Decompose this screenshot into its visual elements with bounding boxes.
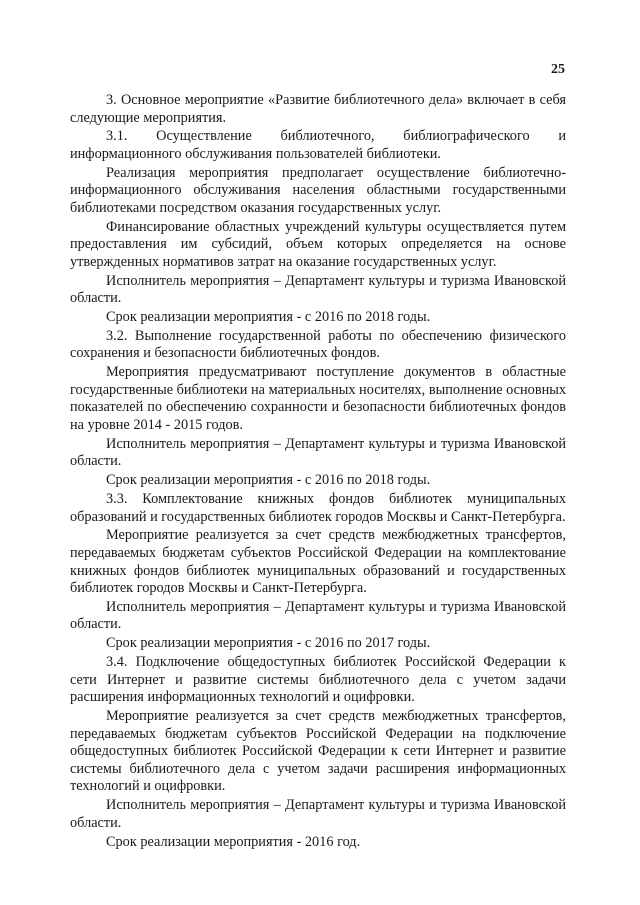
paragraph-executor: Исполнитель мероприятия – Департамент культуры и туризма Ивановской области. xyxy=(70,598,566,633)
paragraph-activities-description: Мероприятия предусматривают поступление документов в областные государственные библиотеки на материальных носителях, выполнение основных показателей по обеспечению сохранности и безопасности библиотечных фондов на уровне 2014 - 2015 годов. xyxy=(70,364,566,433)
paragraph-financing: Финансирование областных учреждений культуры осуществляется путем предоставления им субсидий, объем которых определяется на основе утвержденных нормативов затрат на оказание государственных услуг. xyxy=(70,218,566,270)
document-body xyxy=(70,92,566,852)
page-number: 25 xyxy=(551,62,565,77)
paragraph-main-activity: 3. Основное мероприятие «Развитие библиотечного дела» включает в себя следующие мероприятия. xyxy=(70,92,566,126)
paragraph-implementation: Реализация мероприятия предполагает осуществление библиотечно-информационного обслуживания населения областными государственными библиотеками посредством оказания государственных услуг. xyxy=(70,164,566,216)
paragraph-term: Срок реализации мероприятия - с 2016 по 2018 годы. xyxy=(106,309,431,326)
paragraph-term: Срок реализации мероприятия - с 2016 по 2017 годы. xyxy=(106,635,431,652)
paragraph-item-3-3: 3.3. Комплектование книжных фондов библиотек муниципальных образований и государственных библиотек городов Москвы и Санкт-Петербурга. xyxy=(70,490,566,525)
paragraph-item-3-1: 3.1. Осуществление библиотечного, библиографического и информационного обслуживания пользователей библиотеки. xyxy=(70,128,566,162)
paragraph-term: Срок реализации мероприятия - 2016 год. xyxy=(106,833,361,850)
paragraph-item-3-2: 3.2. Выполнение государственной работы по обеспечению физического сохранения и безопасности библиотечных фондов. xyxy=(70,327,566,362)
paragraph-funding-transfers: Мероприятие реализуется за счет средств межбюджетных трансфертов, передаваемых бюджетам субъектов Российской Федерации на комплектование книжных фондов библиотек муниципальных образований и государственных библиотек городов Москвы и Санкт-Петербурга. xyxy=(70,527,566,597)
paragraph-funding-transfers: Мероприятие реализуется за счет средств межбюджетных трансфертов, передаваемых бюджетам субъектов Российской Федерации на подключение общедоступных библиотек Российской Федерации к сети Интернет и развитие системы библиотечного дела с учетом задачи расширения информационных технологий и оцифровки. xyxy=(70,708,566,795)
paragraph-executor: Исполнитель мероприятия – Департамент культуры и туризма Ивановской области. xyxy=(70,272,566,307)
paragraph-executor: Исполнитель мероприятия – Департамент культуры и туризма Ивановской области. xyxy=(70,797,566,831)
paragraph-item-3-4: 3.4. Подключение общедоступных библиотек Российской Федерации к сети Интернет и развитие системы библиотечного дела с учетом задачи расширения информационных технологий и оцифровки. xyxy=(70,654,566,706)
paragraph-term: Срок реализации мероприятия - с 2016 по 2018 годы. xyxy=(106,472,431,489)
paragraph-executor: Исполнитель мероприятия – Департамент культуры и туризма Ивановской области. xyxy=(70,435,566,470)
